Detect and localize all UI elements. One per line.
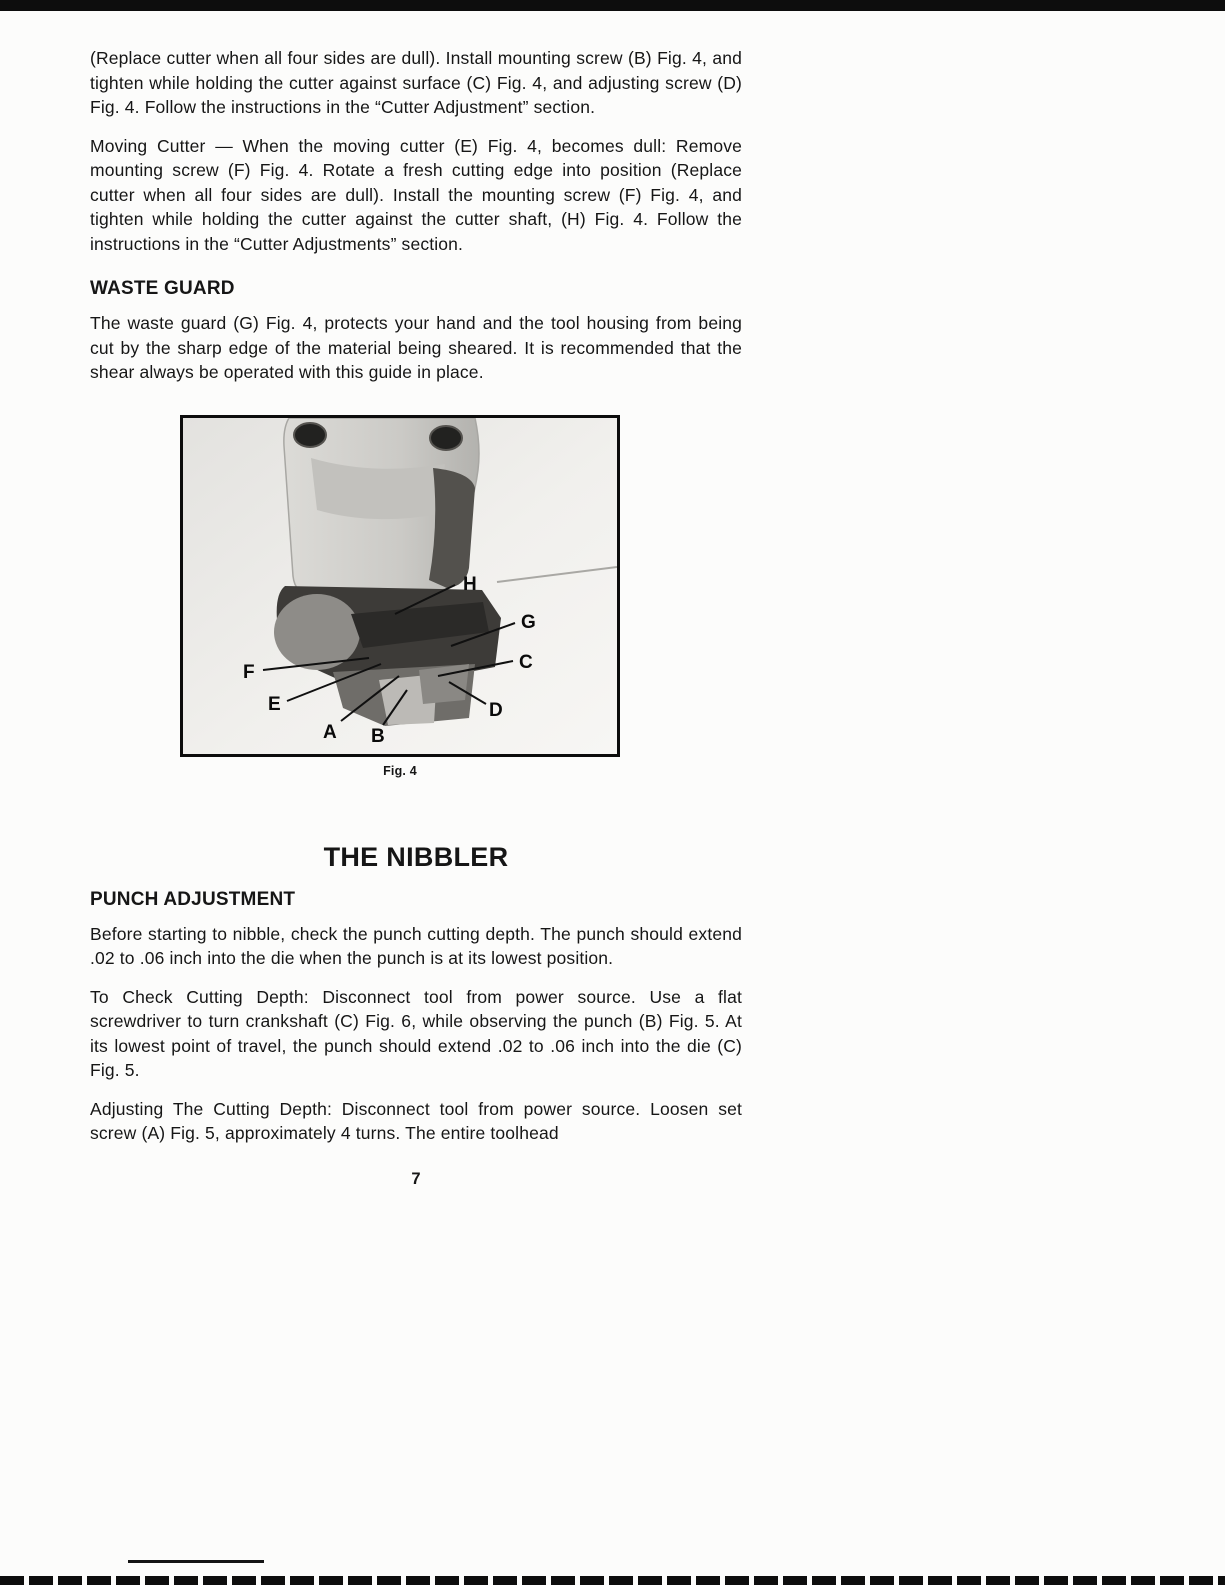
figure-label-a: A — [323, 721, 337, 743]
paragraph-adjusting-cutting-depth: Adjusting The Cutting Depth: Disconnect tool from power source. Loosen set screw (A) Fig. 5, approximately 4 turns. The entire toolhead — [90, 1098, 742, 1143]
head-roller — [274, 594, 360, 670]
figure-label-e: E — [268, 693, 281, 715]
figure-label-d: D — [489, 699, 503, 721]
shear-tool-photo — [183, 418, 617, 754]
figure-label-h: H — [463, 573, 477, 595]
page-content — [90, 46, 742, 1189]
figure-label-b: B — [371, 725, 385, 747]
figure-4-caption: Fig. 4 — [383, 763, 417, 778]
page-top-rule — [0, 0, 1225, 11]
paragraph-punch-intro: Before starting to nibble, check the punch cutting depth. The punch should extend .02 to .06 inch into the die when the punch is at its lowest position. — [90, 923, 742, 968]
top-screw-left-icon — [294, 423, 326, 447]
top-screw-right-icon — [430, 426, 462, 450]
figure-4-photo — [180, 415, 620, 757]
waste-guard-heading: WASTE GUARD — [90, 278, 235, 299]
figure-label-c: C — [519, 651, 533, 673]
paragraph-replace-cutter: (Replace cutter when all four sides are dull). Install mounting screw (B) Fig. 4, and tighten while holding the cutter against surface (C) Fig. 4, and adjusting screw (D) Fig. 4. Follow the instructions in the “Cutter Adjustment” section. — [90, 48, 742, 117]
page-bottom-rule — [0, 1576, 1225, 1585]
figure-label-f: F — [243, 661, 255, 683]
paragraph-check-cutting-depth: To Check Cutting Depth: Disconnect tool from power source. Use a flat screwdriver to turn crankshaft (C) Fig. 6, while observing the punch (B) Fig. 5. At its lowest point of travel, the punch should extend .02 to .06 inch into the die (C) Fig. 5. — [90, 986, 742, 1080]
figure-label-g: G — [521, 611, 536, 633]
figure-4 — [180, 415, 620, 778]
punch-adjustment-heading: PUNCH ADJUSTMENT — [90, 888, 296, 910]
paragraph-moving-cutter: Moving Cutter — When the moving cutter (E) Fig. 4, becomes dull: Remove mounting screw (F) Fig. 4. Rotate a fresh cutting edge into position (Replace cutter when all four sides are dull). Install the mounting screw (F) Fig. 4, and tighten while holding the cutter against the cutter shaft, (H) Fig. 4. Follow the instructions in the “Cutter Adjustments” section. — [90, 135, 742, 254]
footer-short-rule — [128, 1560, 264, 1563]
spacer — [90, 778, 742, 808]
nibbler-title: THE NIBBLER — [323, 841, 509, 872]
side-grip — [429, 468, 475, 588]
page-number: 7 — [411, 1169, 421, 1188]
waste-guard-part — [419, 664, 469, 704]
paragraph-waste-guard: The waste guard (G) Fig. 4, protects your hand and the tool housing from being cut by the sharp edge of the material being sheared. It is recommended that the shear always be operated with this guide in place. — [90, 313, 742, 382]
